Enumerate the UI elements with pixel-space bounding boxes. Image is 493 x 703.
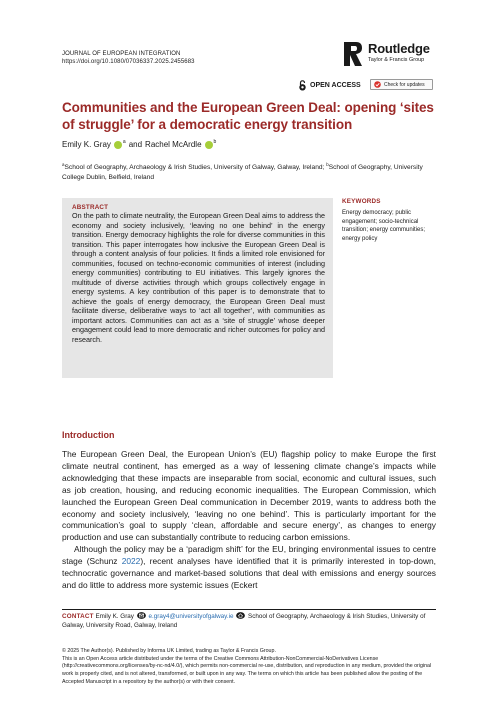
- contact-address: School of Geography, Archaeology & Irish Studies, University of Galway, University Road, Galway, Ireland: [62, 613, 426, 629]
- affiliation-b: School of Geography, University College Dublin, Belfield, Ireland: [62, 164, 423, 181]
- abstract-heading: ABSTRACT: [72, 204, 109, 211]
- publisher-logo: [342, 40, 442, 70]
- paragraph-text: ), recent analyses have identified that it is primarily interested in top-down, technocratic governance and market-based solutions that deal with emissions and energy sources and do little to address more systemic issues (Eckert: [62, 556, 436, 590]
- author-name[interactable]: Emily K. Gray: [62, 140, 111, 149]
- license-text: This is an Open Access article distributed under the terms of the Creative Commons Attribution-NonCommercial-NoDerivatives License (http://creativecommons.org/licenses/by-nc-nd/4.0/), which permits non-commercial re-use, distribution, and reproduction in any medium, provided the original work is properly cited, and is not altered, transformed, or built upon in any way. The terms on which this article has been published allow the posting of the Accepted Manuscript in a repository by the author(s) or with their consent.: [62, 655, 432, 685]
- affiliation-marker: b: [326, 162, 329, 167]
- introduction-heading: Introduction: [62, 430, 115, 440]
- open-access-icon: [298, 80, 307, 91]
- doi-link[interactable]: https://doi.org/10.1080/07036337.2025.2455683: [62, 59, 195, 65]
- orcid-icon[interactable]: [114, 141, 122, 149]
- article-title: Communities and the European Green Deal: opening ‘sites of struggle’ for a democratic energy transition: [62, 100, 434, 132]
- paragraph-text: Although the policy may be a ‘paradigm shift’ for the EU, bringing environmental issues to centre stage (Schunz: [62, 544, 436, 567]
- open-access-label: OPEN ACCESS: [310, 82, 361, 89]
- author-name[interactable]: Rachel McArdle: [145, 140, 202, 149]
- check-updates-button[interactable]: [370, 79, 433, 90]
- journal-header: [62, 50, 195, 66]
- introduction-body: [62, 449, 436, 592]
- author-connector: and: [128, 140, 143, 149]
- contact-name: Emily K. Gray: [95, 613, 134, 620]
- abstract-text: On the path to climate neutrality, the European Green Deal aims to address the economy and society inclusively, ‘leaving no one behind’ in the energy transition. Energy democracy highlights the role for diverse communities in this transition. This paper interrogates how inclusive the European Green Deal is through a content analysis of four policies. It finds a limited role envisioned for communities, focused on techno-economic communities of interest (including energy communities) contributing to EU initiatives. This largely ignores the multitude of diverse activities through which groups collectively engage in energy systems. A key contribution of this paper is to demonstrate that to achieve the goals of energy democracy, the European Green Deal must facilitate diverse, deliberative ways to ‘act all together’, with communities as important actors. Communities can act as a ‘site of struggle’ whose deeper engagement could lead to more democratic and richer outcomes for policy and research.: [72, 211, 325, 344]
- keywords-section: [342, 198, 442, 243]
- citation-link[interactable]: 2022: [121, 556, 141, 567]
- publisher-subtitle: Taylor & Francis Group: [368, 57, 425, 63]
- check-updates-icon: [374, 81, 381, 88]
- affiliation-marker: a: [62, 162, 65, 167]
- contact-info: [62, 612, 436, 630]
- author-list: [62, 140, 219, 149]
- email-icon: [137, 612, 146, 619]
- affiliation-a: School of Geography, Archaeology & Irish Studies, University of Galway, Galway, Ireland;: [64, 164, 327, 172]
- footer-divider: [62, 609, 436, 610]
- affiliations: [62, 160, 434, 182]
- address-icon: [236, 612, 245, 619]
- orcid-icon[interactable]: [205, 141, 213, 149]
- routledge-logo-icon: [342, 40, 364, 68]
- contact-email[interactable]: e.gray4@universityofgalway.ie: [148, 613, 234, 620]
- license-info: [62, 648, 436, 687]
- keywords-heading: KEYWORDS: [342, 198, 381, 205]
- paragraph: The European Green Deal, the European Union’s (EU) flagship policy to make Europe the first climate neutral continent, has emerged as a way of lessening climate change’s impacts while acknowledging that these impacts are inseparable from social, economic and cultural issues, such as job creation, housing, and reducing economic inequalities. The European Commission, which launched the European Green Deal communication in December 2019, wants to address both the economy and society inclusively, ‘leaving no one behind’. This is particularly important for the communication’s goal to supply ‘clean, affordable and secure energy’, as changes to energy production and use can substantially contribute to reducing carbon emissions.: [62, 449, 436, 543]
- journal-name: JOURNAL OF EUROPEAN INTEGRATION: [62, 51, 181, 57]
- check-updates-label: Check for updates: [384, 81, 425, 88]
- publisher-name: Routledge: [368, 41, 430, 56]
- affiliation-marker: a: [122, 138, 126, 145]
- copyright-line: © 2025 The Author(s). Published by Informa UK Limited, trading as Taylor & Francis Group.: [62, 648, 276, 654]
- paragraph: [62, 544, 436, 592]
- affiliation-marker: b: [213, 138, 217, 145]
- open-access-badge: [298, 80, 361, 91]
- contact-label: CONTACT: [62, 613, 94, 620]
- keywords-list: Energy democracy; public engagement; socio-technical transition; energy communities; energy policy: [342, 210, 426, 242]
- abstract-section: [62, 198, 333, 378]
